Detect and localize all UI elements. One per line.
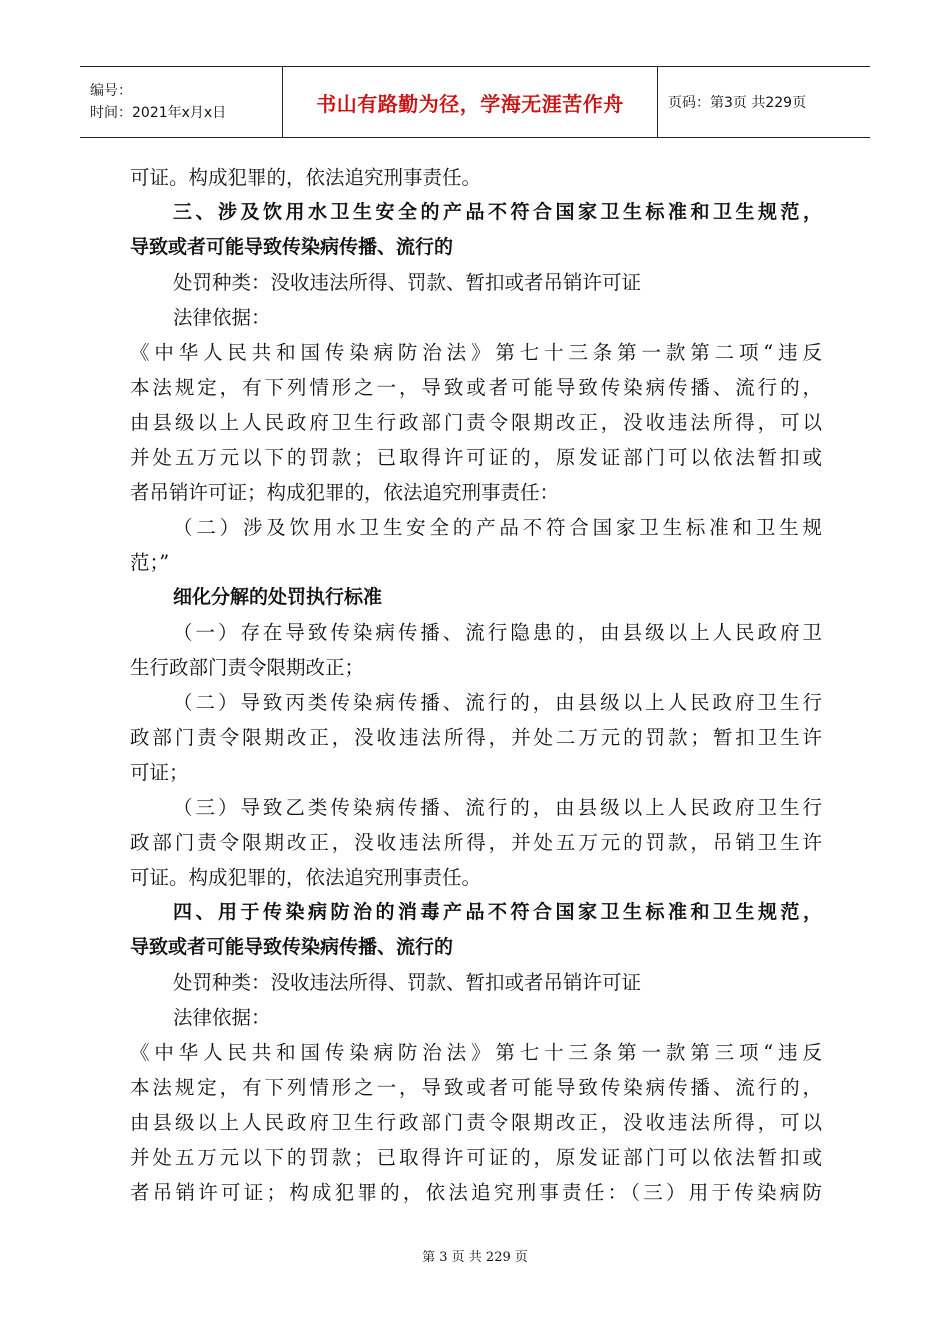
body-text-line: （一）存在导致传染病传播、流行隐患的，由县级以上人民政府卫	[173, 621, 822, 644]
body-text-line: 政部门责令限期改正，没收违法所得，并处二万元的罚款；暂扣卫生许	[130, 726, 822, 749]
body-text-line: 《中华人民共和国传染病防治法》第七十三条第一款第二项“违反	[130, 341, 822, 364]
body-text-line: 本法规定，有下列情形之一，导致或者可能导致传染病传播、流行的，	[130, 376, 822, 399]
body-text-line: 《中华人民共和国传染病防治法》第七十三条第一款第三项“违反	[130, 1041, 822, 1064]
body-text-line: 并处五万元以下的罚款；已取得许可证的，原发证部门可以依法暂扣或	[130, 446, 822, 469]
body-text-line: 可证。构成犯罪的，依法追究刑事责任。	[130, 866, 482, 889]
motto-text: 书山有路勤为径，学海无涯苦作舟	[316, 91, 624, 116]
body-text-line: 处罚种类：没收违法所得、罚款、暂扣或者吊销许可证	[173, 971, 642, 994]
body-text-line: 处罚种类：没收违法所得、罚款、暂扣或者吊销许可证	[173, 271, 642, 294]
section-heading-line: 四、用于传染病防治的消毒产品不符合国家卫生标准和卫生规范，	[173, 901, 822, 923]
section-heading-line: 导致或者可能导致传染病传播、流行的	[130, 236, 454, 258]
document-date-label: 时间：2021年x月x日	[90, 105, 227, 121]
body-text-line: 者吊销许可证；构成犯罪的，依法追究刑事责任：	[130, 481, 560, 504]
body-text-line: （二）涉及饮用水卫生安全的产品不符合国家卫生标准和卫生规	[173, 516, 822, 539]
body-text-line: 本法规定，有下列情形之一，导致或者可能导致传染病传播、流行的，	[130, 1076, 822, 1099]
body-text-line: 由县级以上人民政府卫生行政部门责令限期改正，没收违法所得，可以	[130, 1111, 822, 1134]
header-motto	[283, 67, 658, 137]
body-text-line: 由县级以上人民政府卫生行政部门责令限期改正，没收违法所得，可以	[130, 411, 822, 434]
document-body	[130, 160, 822, 1210]
body-text-line: 法律依据：	[173, 306, 271, 329]
body-text-line: 可证。构成犯罪的，依法追究刑事责任。	[130, 166, 482, 189]
body-text-line: 法律依据：	[173, 1006, 271, 1029]
section-heading-line: 细化分解的处罚执行标准	[173, 586, 383, 608]
body-text-line: 者吊销许可证；构成犯罪的，依法追究刑事责任：（三）用于传染病防	[130, 1181, 822, 1204]
body-text-line: 生行政部门责令限期改正；	[130, 656, 365, 679]
body-text-line: （二）导致丙类传染病传播、流行的，由县级以上人民政府卫生行	[173, 691, 822, 714]
body-text-line: 可证；	[130, 761, 189, 784]
body-text-line: 并处五万元以下的罚款；已取得许可证的，原发证部门可以依法暂扣或	[130, 1146, 822, 1169]
document-number-label: 编号：	[90, 83, 132, 99]
header-page-label: 页码：第3页 共229页	[668, 95, 807, 111]
page-footer: 第 3 页 共 229 页	[422, 1250, 528, 1265]
section-heading-line: 导致或者可能导致传染病传播、流行的	[130, 936, 454, 958]
body-text-line: 范；”	[130, 551, 170, 574]
section-heading-line: 三、涉及饮用水卫生安全的产品不符合国家卫生标准和卫生规范，	[173, 201, 822, 223]
page-header	[80, 66, 870, 138]
header-page-info	[658, 67, 870, 137]
body-text-line: （三）导致乙类传染病传播、流行的，由县级以上人民政府卫生行	[173, 796, 822, 819]
header-meta	[80, 67, 283, 137]
body-text-line: 政部门责令限期改正，没收违法所得，并处五万元的罚款，吊销卫生许	[130, 831, 822, 854]
